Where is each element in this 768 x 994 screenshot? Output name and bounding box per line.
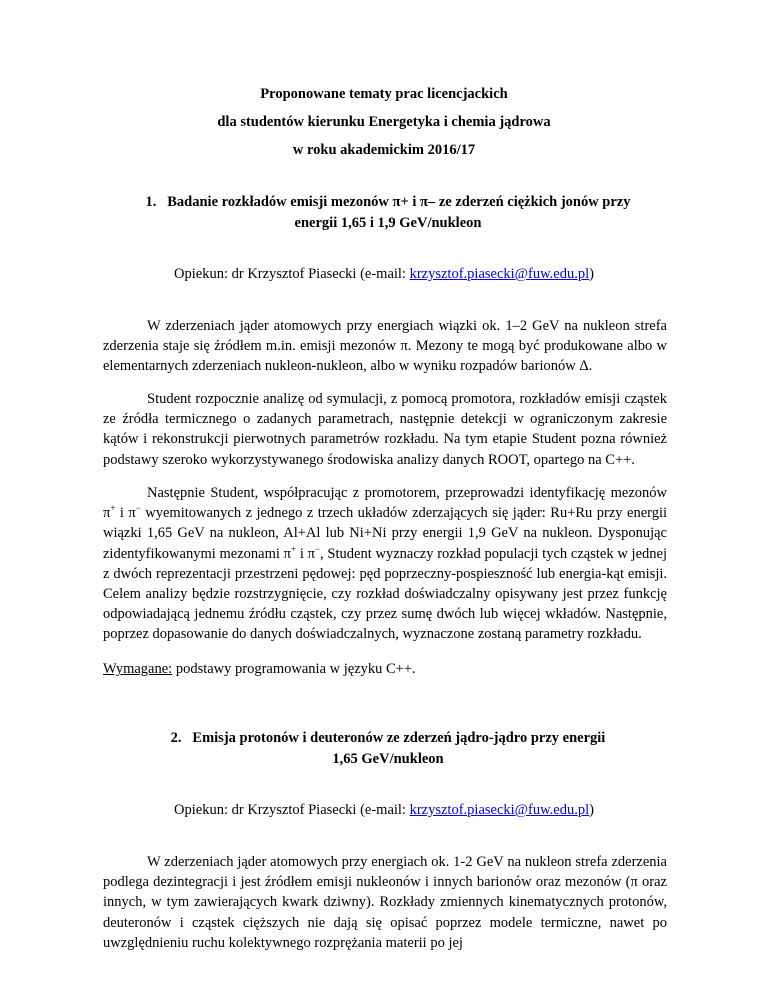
topic-2-title-line-2: 1,65 GeV/nukleon	[332, 751, 444, 767]
topic-2-supervisor	[0, 800, 768, 820]
topic-2-email-link[interactable]: krzysztof.piasecki@fuw.edu.pl	[409, 802, 590, 818]
topic-1-p3-e: , Student wyznaczy rozkład populacji tych cząstek w jednej z dwóch reprezentacji przestrzeni pędowej: pęd poprzeczny-pospieszność lub energia-kąt emisji. Celem analizy będzie rozstrzygnięcie, czy rozkład doświadczalny opisywany jest przez funkcję odpowiadającą jednemu źródłu cząstek, czy przez sumę dwóch lub więcej wkładów. Następnie, poprzez dopasowanie do danych doświadczalnych, wyznaczone zostaną parametry rozkładu.	[103, 545, 667, 643]
topic-1-requirements-label: Wymagane:	[103, 661, 173, 677]
topic-1-paragraph-2: Student rozpocznie analizę od symulacji, z pomocą promotora, rozkładów emisji cząstek ze źródła termicznego o zadanych parametrach, następnie detekcji w ograniczonym zakresie kątów i rekonstrukcji pierwotnych parametrów rozkładu. Na tym etapie Student pozna również podstawy szeroko wykorzystywanego środowiska analizy danych ROOT, opartego na C++.	[103, 391, 667, 468]
topic-1-paragraph-1: W zderzeniach jąder atomowych przy energiach wiązki ok. 1–2 GeV na nukleon strefa zderzenia staje się źródłem m.in. emisji mezonów π. Mezony te mogą być produkowane albo w elementarnych zderzeniach nukleon-nukleon, albo w wyniku rozpadów barionów Δ.	[103, 318, 667, 375]
topic-1-paragraph-3	[103, 483, 667, 645]
topic-2-supervisor-prefix: Opiekun: dr Krzysztof Piasecki (e-mail:	[174, 802, 410, 818]
topic-1-p3-c: wyemitowanych z jednego z trzech układów zderzających się jąder: Ru+Ru przy energii wiązki 1,65 GeV na nukleon, Al+Al lub Ni+Ni przy energii 1,9 GeV na nukleon. Dysponując zidentyfikowanymi mezonami π	[103, 505, 667, 562]
topic-1-requirements-text: podstawy programowania w języku C++.	[172, 661, 416, 677]
topic-1-number: 1.	[145, 194, 157, 210]
topic-1-supervisor-prefix: Opiekun: dr Krzysztof Piasecki (e-mail:	[174, 266, 410, 282]
topic-1-p3-sup-4: −	[314, 543, 321, 554]
topic-2-supervisor-suffix: )	[589, 802, 594, 818]
topic-1-p3-sup-3: +	[291, 543, 297, 554]
topic-1-p3-d: i π	[296, 545, 315, 562]
topic-1-p3-b: i π	[115, 505, 136, 522]
header-line-3: w roku akademickim 2016/17	[292, 142, 476, 158]
topic-1-title-line-2: energii 1,65 i 1,9 GeV/nukleon	[294, 215, 482, 231]
topic-1-email-link[interactable]: krzysztof.piasecki@fuw.edu.pl	[409, 266, 590, 282]
topic-1-p3-sup-2: −	[135, 503, 141, 514]
topic-1-p3-a: Następnie Student, współpracując z promotorem, przeprowadzi identyfikację mezonów π	[103, 485, 667, 522]
topic-2-title-line-1: Emisja protonów i deuteronów ze zderzeń jądro-jądro przy energii	[192, 730, 606, 746]
topic-1-supervisor	[0, 264, 768, 284]
header-line-1: Proponowane tematy prac licencjackich	[260, 86, 508, 102]
topic-1-p3-sup-1: +	[110, 503, 116, 514]
topic-2-number: 2.	[170, 730, 182, 746]
topic-2-title	[108, 728, 668, 748]
topic-1-title	[108, 192, 668, 212]
topic-1-requirements	[103, 659, 667, 679]
header-line-2: dla studentów kierunku Energetyka i chemia jądrowa	[217, 114, 551, 130]
topic-1-title-line-1: Badanie rozkładów emisji mezonów π+ i π– ze zderzeń ciężkich jonów przy	[167, 194, 631, 210]
topic-2-paragraph-1: W zderzeniach jąder atomowych przy energiach ok. 1-2 GeV na nukleon strefa zderzenia podlega dezintegracji i jest źródłem emisji nukleonów i innych barionów oraz mezonów (π oraz innych, w tym zawierających kwark dziwny). Rozkłady zmiennych kinematycznych protonów, deuteronów i cząstek cięższych nie dają się opisać poprzez modele termiczne, nawet po uwzględnieniu ruchu kolektywnego rozprężania materii po jej	[103, 854, 667, 951]
topic-1-supervisor-suffix: )	[589, 266, 594, 282]
